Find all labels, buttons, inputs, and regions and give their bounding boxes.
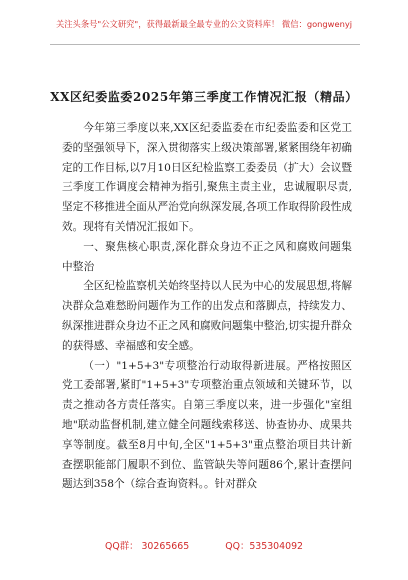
document-title: XX区纪委监委2025年第三季度工作情况汇报（精品） (50, 90, 358, 104)
header-divider (50, 44, 360, 45)
body-paragraph: （一）"1+5+3"专项整治行动取得新进展。严格按照区党工委部署,紧盯"1+5+3"专项整治重点领域和关键环节，以责之推动各方责任落实。自第三季度以来，进一步强化"室组地"联动监督机制,建立健全问题线索移送、协查协办、成果共享等制度。截至8月中旬,全区"1+5+3"重点整治项目共计新查摆职能部门履职不到位、监管缺失等问题86个,累计查摆问题达到358个（综合查询资料。。针对群众 (62, 359, 352, 491)
qq-group-number: QQ群： 30265665 (104, 541, 190, 552)
header-banner: 关注头条号"公文研究"，获得最新最全最专业的公文资料库！ 微信：gongwenyj (55, 19, 353, 29)
document-body (62, 119, 352, 495)
qq-number: QQ：535304092 (225, 541, 304, 552)
footer-contact (0, 538, 408, 552)
intro-paragraph: 今年第三季度以来,XX区纪委监委在市纪委监委和区党工委的坚强领导下，深入贯彻落实上级决策部署,紧紧围绕年初确定的工作目标,以7月10日区纪检监察工委委员（扩大）会议暨三季度工作调度会精神为指引,聚焦主责主业，忠诚履职尽责,坚定不移推进全面从严治党向纵深发展,各项工作取得阶段性成效。现将有关情况汇报如下。 (62, 122, 352, 233)
section-heading: 一、聚焦核心职责,深化群众身边不正之风和腐败问题集中整治 (62, 240, 352, 273)
body-paragraph: 全区纪检监察机关始终坚持以人民为中心的发展思想,将解决群众急难愁盼问题作为工作的出发点和落脚点，持续发力、纵深推进群众身边不正之风和腐败问题集中整治,切实提升群众的获得感、幸福感和安全感。 (62, 280, 352, 352)
